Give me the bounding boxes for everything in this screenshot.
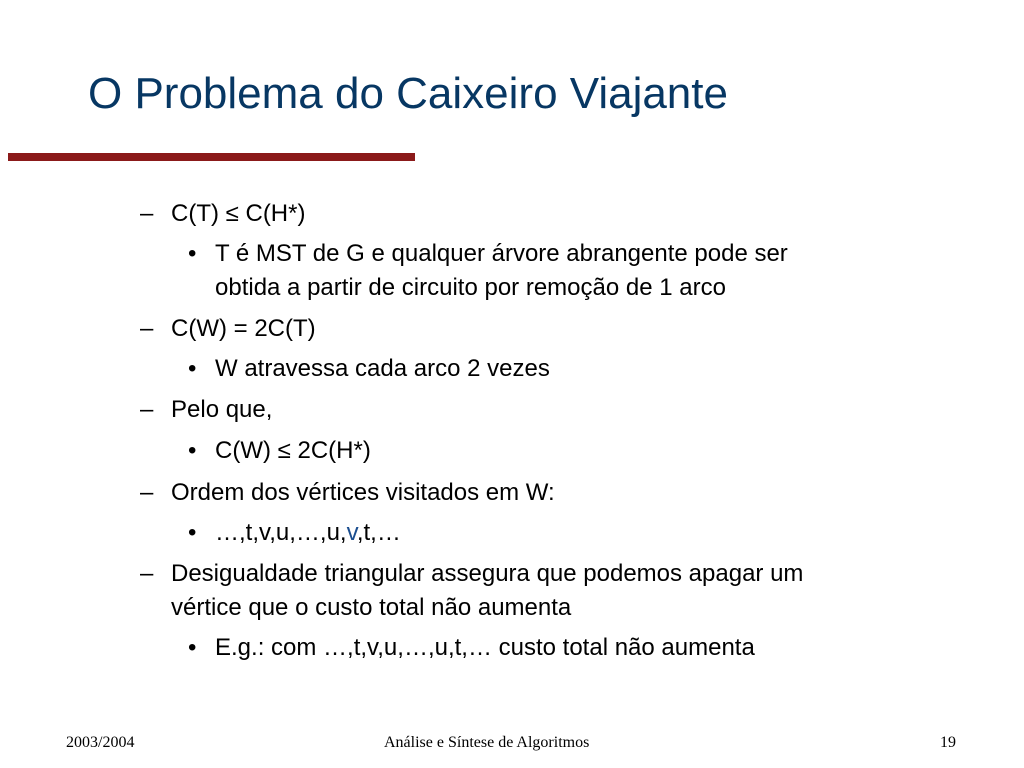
bullet-item — [140, 476, 555, 510]
dash-marker: – — [140, 200, 154, 227]
bullet-text: T é MST de G e qualquer árvore abrangente pode ser — [215, 240, 788, 267]
bullet-text: Desigualdade triangular assegura que podemos apagar um — [171, 560, 804, 587]
bullet-text: …,t,v,u,…,u, — [215, 519, 347, 546]
bullet-text: W atravessa cada arco 2 vezes — [215, 355, 550, 382]
sub-bullet-item — [188, 237, 788, 271]
dash-marker: – — [140, 479, 154, 506]
sub-bullet-continuation — [215, 271, 726, 305]
sub-bullet-item — [188, 352, 550, 386]
bullet-continuation — [171, 591, 571, 625]
dot-marker: • — [188, 437, 197, 464]
dot-marker: • — [188, 519, 197, 546]
bullet-item — [140, 557, 804, 591]
dot-marker: • — [188, 240, 197, 267]
highlighted-vertex: v — [346, 519, 357, 546]
bullet-text: C(W) = 2C(T) — [171, 315, 316, 342]
bullet-text: obtida a partir de circuito por remoção de 1 arco — [215, 274, 726, 301]
sub-bullet-item — [188, 631, 755, 665]
footer-date: 2003/2004 — [66, 734, 135, 751]
bullet-text: vértice que o custo total não aumenta — [171, 594, 572, 621]
bullet-text: C(T) ≤ C(H*) — [171, 200, 306, 227]
bullet-text: E.g.: com …,t,v,u,…,u,t,… custo total não aumenta — [215, 634, 755, 661]
slide-title: O Problema do Caixeiro Viajante — [88, 69, 728, 118]
bullet-item — [140, 312, 316, 346]
bullet-text: C(W) ≤ 2C(H*) — [215, 437, 371, 464]
dash-marker: – — [140, 315, 154, 342]
dash-marker: – — [140, 396, 154, 423]
sub-bullet-item — [188, 434, 371, 468]
bullet-text: Ordem dos vértices visitados em W: — [171, 479, 555, 506]
bullet-item — [140, 197, 306, 231]
dot-marker: • — [188, 355, 197, 382]
bullet-text: ,t,… — [356, 519, 401, 546]
sub-bullet-item — [188, 516, 401, 550]
footer-course-title: Análise e Síntese de Algoritmos — [384, 734, 590, 751]
footer-page-number: 19 — [940, 734, 956, 751]
bullet-item — [140, 393, 273, 427]
dot-marker: • — [188, 634, 197, 661]
dash-marker: – — [140, 560, 154, 587]
bullet-text: Pelo que, — [171, 396, 273, 423]
